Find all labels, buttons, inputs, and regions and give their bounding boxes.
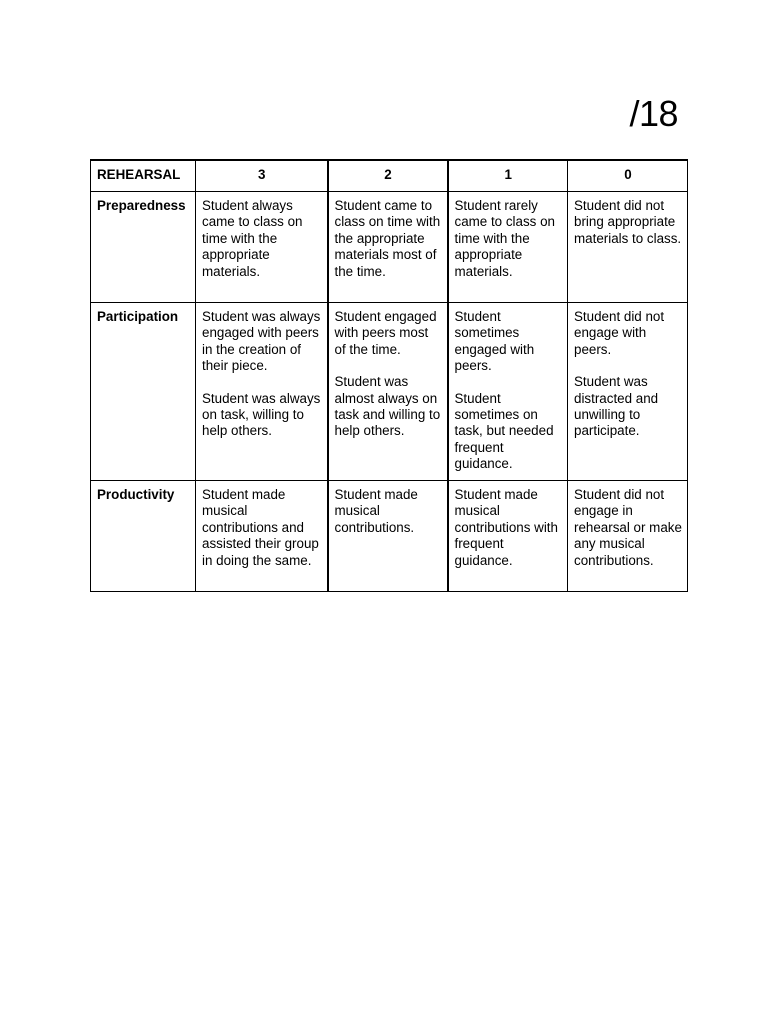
descriptor-cell bbox=[196, 192, 328, 303]
total-score: /18 bbox=[629, 93, 678, 134]
descriptor-text: Student always came to class on time with the appropriate materials. bbox=[202, 198, 303, 279]
descriptor-text: Student sometimes engaged with peers. bbox=[454, 309, 535, 374]
rehearsal-rubric-table bbox=[90, 159, 688, 592]
criterion-label: Productivity bbox=[91, 481, 196, 592]
descriptor-cell bbox=[328, 481, 448, 592]
descriptor-text: Student made musical contributions and assisted their group in doing the same. bbox=[202, 487, 319, 568]
descriptor-cell bbox=[448, 192, 568, 303]
descriptor-cell bbox=[196, 481, 328, 592]
descriptor-cell bbox=[568, 192, 688, 303]
descriptor-text: Student rarely came to class on time with the appropriate materials. bbox=[454, 198, 555, 279]
descriptor-cell bbox=[196, 303, 328, 481]
descriptor-text: Student was always on task, willing to help others. bbox=[202, 390, 321, 439]
category-header: REHEARSAL bbox=[91, 160, 196, 192]
descriptor-text: Student was distracted and unwilling to participate. bbox=[574, 374, 659, 439]
criterion-label: Preparedness bbox=[91, 192, 196, 303]
rubric-row-productivity bbox=[91, 481, 688, 592]
descriptor-text: Student made musical contributions with frequent guidance. bbox=[454, 487, 558, 568]
rubric-row-participation bbox=[91, 303, 688, 481]
descriptor-cell bbox=[448, 481, 568, 592]
rubric-row-preparedness bbox=[91, 192, 688, 303]
descriptor-text: Student made musical contributions. bbox=[334, 487, 418, 535]
descriptor-text: Student sometimes on task, but needed frequent guidance. bbox=[454, 390, 554, 472]
level-header-2: 2 bbox=[328, 160, 448, 192]
descriptor-text: Student was always engaged with peers in the creation of their piece. bbox=[202, 309, 321, 374]
level-header-1: 1 bbox=[448, 160, 568, 192]
descriptor-text: Student engaged with peers most of the time. bbox=[334, 309, 437, 357]
descriptor-text: Student did not engage in rehearsal or make any musical contributions. bbox=[574, 487, 682, 568]
descriptor-text: Student was almost always on task and willing to help others. bbox=[334, 374, 441, 439]
descriptor-text: Student did not engage with peers. bbox=[574, 309, 665, 357]
descriptor-cell bbox=[448, 303, 568, 481]
descriptor-cell bbox=[568, 303, 688, 481]
level-header-0: 0 bbox=[568, 160, 688, 192]
descriptor-text: Student did not bring appropriate materials to class. bbox=[574, 198, 682, 246]
descriptor-cell bbox=[568, 481, 688, 592]
criterion-label: Participation bbox=[91, 303, 196, 481]
header-row bbox=[91, 160, 688, 192]
descriptor-cell bbox=[328, 303, 448, 481]
descriptor-text: Student came to class on time with the appropriate materials most of the time. bbox=[334, 198, 441, 279]
level-header-3: 3 bbox=[196, 160, 328, 192]
descriptor-cell bbox=[328, 192, 448, 303]
